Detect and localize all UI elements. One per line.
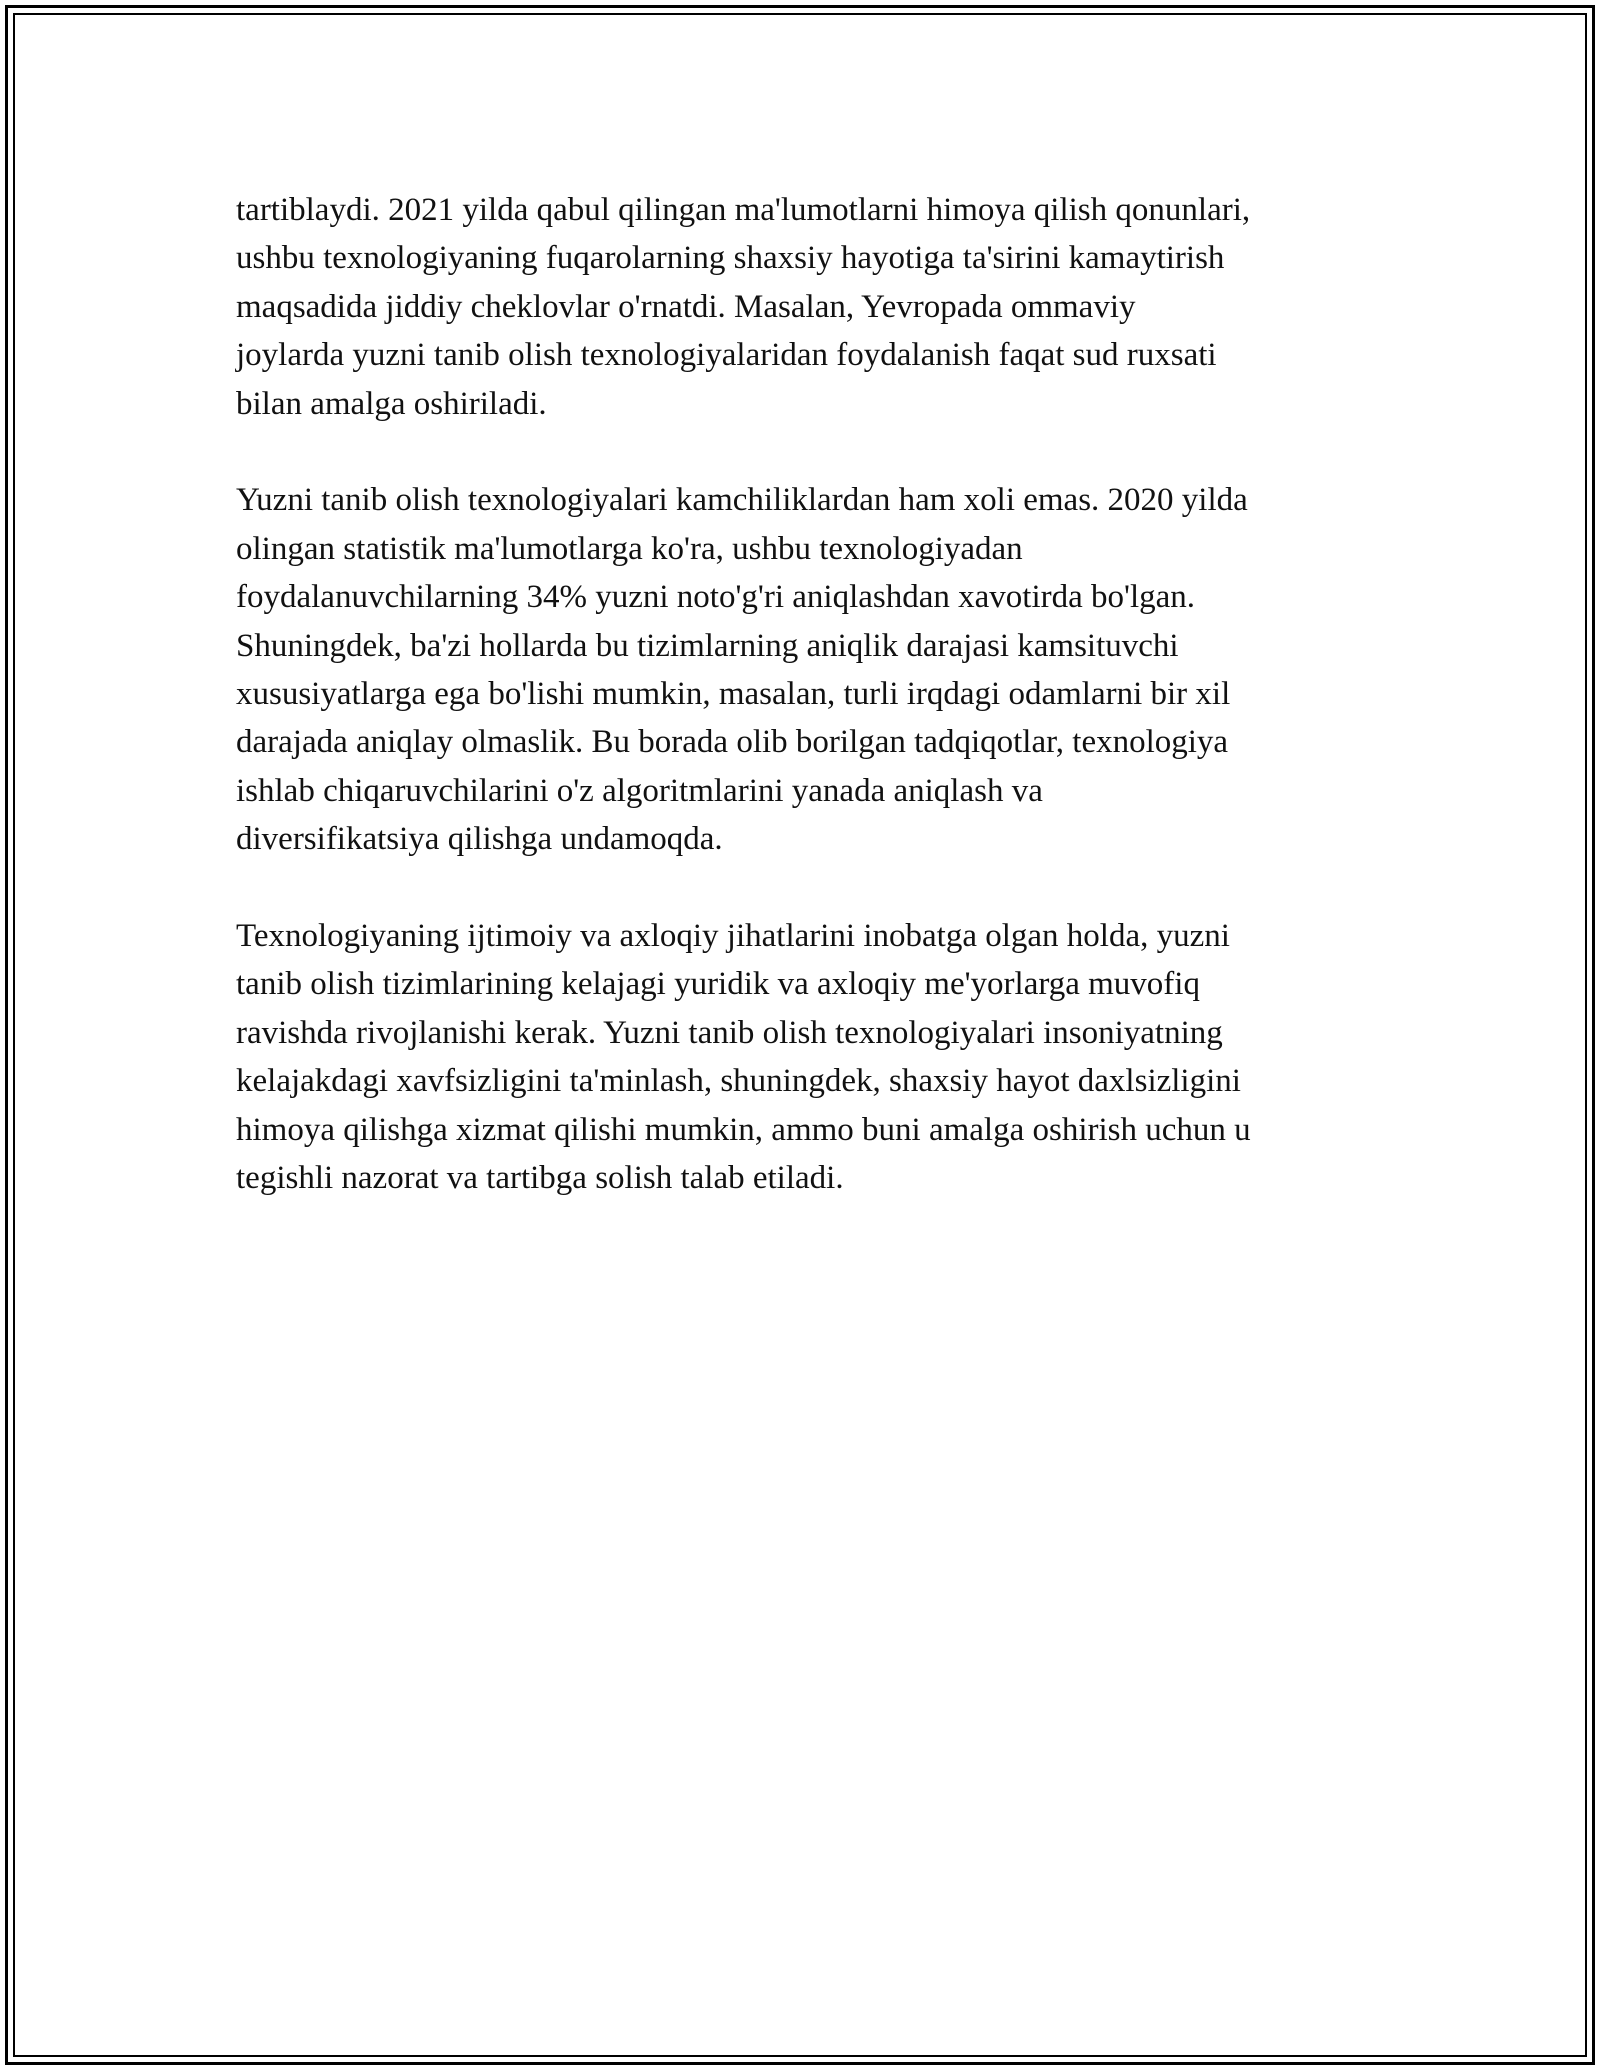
document-body [236, 186, 1376, 1251]
paragraph-1: tartiblaydi. 2021 yilda qabul qilingan ma'lumotlarni himoya qilish qonunlari, ushbu texnologiyaning fuqarolarning shaxsiy hayotiga ta'sirini kamaytirish maqsadida jiddiy cheklovlar o'rnatdi. Masalan, Yevropada ommaviy joylarda yuzni tanib olish texnologiyalaridan foydalanish faqat sud ruxsati bilan amalga oshiriladi. [236, 192, 1251, 422]
paragraph-2: Yuzni tanib olish texnologiyalari kamchiliklardan ham xoli emas. 2020 yilda olingan statistik ma'lumotlarga ko'ra, ushbu texnologiyadan foydalanuvchilarning 34% yuzni noto'g'ri aniqlashdan xavotirda bo'lgan. Shuningdek, ba'zi hollarda bu tizimlarning aniqlik darajasi kamsituvchi xususiyatlarga ega bo'lishi mumkin, masalan, turli irqdagi odamlarni bir xil darajada aniqlay olmaslik. Bu borada olib borilgan tadqiqotlar, texnologiya ishlab chiqaruvchilarini o'z algoritmlarini yanada aniqlash va diversifikatsiya qilishga undamoqda. [236, 482, 1248, 858]
paragraph-3: Texnologiyaning ijtimoiy va axloqiy jihatlarini inobatga olgan holda, yuzni tanib olish tizimlarining kelajagi yuridik va axloqiy me'yorlarga muvofiq ravishda rivojlanishi kerak. Yuzni tanib olish texnologiyalari insoniyatning kelajakdagi xavfsizligini ta'minlash, shuningdek, shaxsiy hayot daxlsizligini himoya qilishga xizmat qilishi mumkin, ammo buni amalga oshirish uchun u tegishli nazorat va tartibga solish talab etiladi. [236, 918, 1251, 1197]
